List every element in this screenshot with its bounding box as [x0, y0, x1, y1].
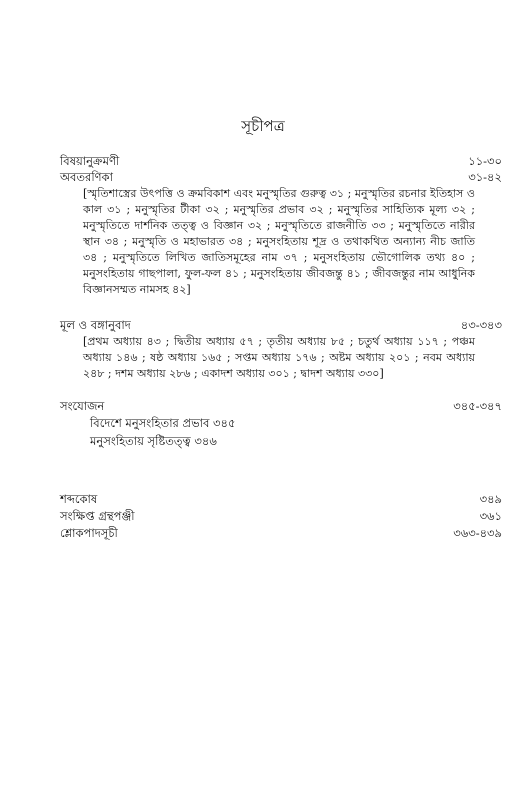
- page-title: সূচীপত্র: [241, 117, 285, 135]
- chapter-details: [প্রথম অধ্যায় ৪৩ ; দ্বিতীয় অধ্যায় ৫৭ ; তৃতীয় অধ্যায় ৮৫ ; চতুর্থ অধ্যায় ১১৭ ; পঞ্চম অধ্যায় ১৪৬ ; ষষ্ঠ অধ্যায় ১৬৫ ; সপ্তম অধ্যায় ১৭৬ ; অষ্টম অধ্যায় ২০১ ; নবম অধ্যায় ২৪৮ ; দশম অধ্যায় ২৮৬ ; একাদশ অধ্যায় ৩০১ ; দ্বাদশ অধ্যায় ৩৩০]: [83, 335, 475, 380]
- entry-pages: ৩৬১: [479, 509, 502, 523]
- toc-entry-index: [60, 153, 502, 169]
- entry-label: অবতরণিকা: [60, 170, 113, 184]
- toc-entry-verse-index: [60, 525, 502, 541]
- entry-label: মূল ও বঙ্গানুবাদ: [60, 318, 131, 332]
- entry-pages: ১১-৩০: [468, 154, 502, 168]
- entry-pages: ৩৪৯: [479, 492, 502, 506]
- appendix-item: বিদেশে মনুসংহিতার প্রভাব ৩৪৫: [90, 416, 236, 430]
- entry-pages: ৩৪৫-৩৪৭: [453, 399, 502, 413]
- appendix-item: মনুসংহিতায় সৃষ্টিতত্ত্ব ৩৪৬: [90, 434, 217, 448]
- toc-entry-bibliography: [60, 508, 502, 524]
- entry-label: বিষয়ানুক্রমণী: [60, 154, 120, 168]
- entry-pages: ৩১-৪২: [468, 170, 502, 184]
- entry-label: সংযোজন: [60, 399, 105, 413]
- entry-label: সংক্ষিপ্ত গ্রন্থপঞ্জী: [60, 509, 135, 523]
- entry-pages: ৪৩-৩৪৩: [460, 318, 502, 332]
- toc-entry-introduction: [60, 169, 502, 185]
- toc-entry-appendix: [60, 398, 502, 414]
- entry-label: শব্দকোষ: [60, 492, 98, 506]
- introduction-details: [স্মৃতিশাস্ত্রের উৎপত্তি ও ক্রমবিকাশ এবং মনুস্মৃতির গুরুত্ব ৩১ ; মনুস্মৃতির রচনার ইতিহাস ও কাল ৩১ ; মনুস্মৃতির টীকা ৩২ ; মনুস্মৃতির প্রভাব ৩২ ; মনুস্মৃতির সাহিত্যিক মূল্য ৩২ ; মনুস্মৃতিতে দার্শনিক তত্ত্ব ও বিজ্ঞান ৩২ ; মনুস্মৃতিতে রাজনীতি ৩৩ ; মনুস্মৃতিতে নারীর স্থান ৩৪ ; মনুস্মৃতি ও মহাভারত ৩৪ ; মনুসংহিতায় শূদ্র ও তথাকথিত অন্যান্য নীচ জাতি ৩৪ ; মনুস্মৃতিতে লিখিত জাতিসমূহের নাম ৩৭ ; মনুসংহিতায় ভৌগোলিক তথ্য ৪০ ; মনুসংহিতায় গাছপালা, ফুল-ফল ৪১ ; মনুসংহিতায় জীবজন্তু ৪১ ; জীবজন্তুর নাম আধুনিক বিজ্ঞানসম্মত নামসহ ৪২]: [83, 187, 475, 296]
- entry-label: শ্লোকপাদসূচী: [60, 526, 118, 540]
- entry-pages: ৩৬৩-৪৩৯: [453, 526, 502, 540]
- toc-entry-glossary: [60, 491, 502, 507]
- toc-entry-main-text: [60, 317, 502, 333]
